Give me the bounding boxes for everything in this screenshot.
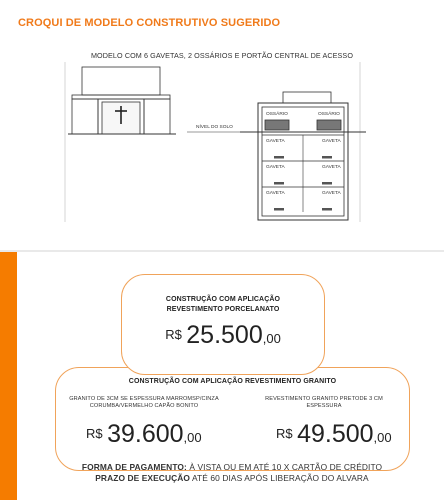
gaveta-label-5: GAVETA xyxy=(266,191,285,196)
offer-granito-left-price xyxy=(86,420,202,449)
price-amount: 49.500 xyxy=(297,420,374,448)
price-amount: 25.500 xyxy=(186,321,263,349)
price-cents: ,00 xyxy=(373,430,392,445)
offer-card-granito xyxy=(55,367,410,471)
gaveta-label-1: GAVETA xyxy=(266,139,285,144)
currency-symbol: R$ xyxy=(276,426,293,441)
page-title: CROQUI DE MODELO CONSTRUTIVO SUGERIDO xyxy=(18,17,281,29)
section-top-block xyxy=(283,92,331,103)
ossario-label-right: OSSÁRIO xyxy=(318,112,340,117)
gaveta-label-3: GAVETA xyxy=(266,165,285,170)
gaveta-label-2: GAVETA xyxy=(322,139,341,144)
offer-porcelanato-heading xyxy=(122,295,324,315)
drawing-caption: MODELO COM 6 GAVETAS, 2 OSSÁRIOS E PORTÃO CENTRAL DE ACESSO xyxy=(90,51,354,60)
offer-granito-right-desc xyxy=(249,396,399,410)
construction-sketch xyxy=(60,62,370,222)
offer-granito-right-desc-1: REVESTIMENTO GRANITO PRETODE 3 CM xyxy=(265,396,383,402)
currency-symbol: R$ xyxy=(86,426,103,441)
payment-label: FORMA DE PAGAMENTO: xyxy=(81,462,187,472)
ossario-label-left: OSSÁRIO xyxy=(266,112,288,117)
currency-symbol: R$ xyxy=(165,327,182,342)
cross-section xyxy=(240,92,366,220)
front-elevation xyxy=(68,67,176,134)
elevation-left-wing xyxy=(72,99,98,134)
offer-card-porcelanato xyxy=(121,274,325,375)
ossario-slot-left xyxy=(265,120,289,130)
elevation-top-block xyxy=(82,67,160,95)
ossario-slot-right xyxy=(317,120,341,130)
execution-line xyxy=(20,473,444,483)
price-cents: ,00 xyxy=(183,430,202,445)
gaveta-label-4: GAVETA xyxy=(322,165,341,170)
elevation-right-wing xyxy=(144,99,170,134)
execution-label: PRAZO DE EXECUÇÃO xyxy=(95,473,191,483)
offer-granito-right-price xyxy=(276,420,392,449)
pricing-section xyxy=(0,252,444,500)
offer-porcelanato-line2: REVESTIMENTO PORCELANATO xyxy=(166,306,280,313)
accent-bar xyxy=(0,252,17,500)
offer-granito-right-desc-2: ESPESSURA xyxy=(306,403,342,409)
nivel-label: NÍVEL DO SOLO xyxy=(196,125,233,130)
offer-granito-heading: CONSTRUÇÃO COM APLICAÇÃO REVESTIMENTO GRANITO xyxy=(128,378,337,385)
price-cents: ,00 xyxy=(262,331,281,346)
price-amount: 39.600 xyxy=(107,420,184,448)
execution-value: ATÉ 60 DIAS APÓS LIBERAÇÃO DO ALVARA xyxy=(191,473,369,483)
payment-value: À VISTA OU EM ATÉ 10 X CARTÃO DE CRÉDITO xyxy=(189,462,383,472)
payment-line xyxy=(20,462,444,472)
offer-granito-left-desc-1: GRANITO DE 3CM SE ESPESSURA MARROMSP/CINZA xyxy=(69,396,219,402)
elevation-slab xyxy=(72,95,170,99)
offer-porcelanato-price xyxy=(122,321,324,350)
offer-porcelanato-line1: CONSTRUÇÃO COM APLICAÇÃO xyxy=(165,296,281,303)
offer-granito-left-desc xyxy=(69,396,219,410)
gaveta-label-6: GAVETA xyxy=(322,191,341,196)
offer-granito-left-desc-2: CORUMBA/VERMELHO CAPÃO BONITO xyxy=(89,403,199,409)
